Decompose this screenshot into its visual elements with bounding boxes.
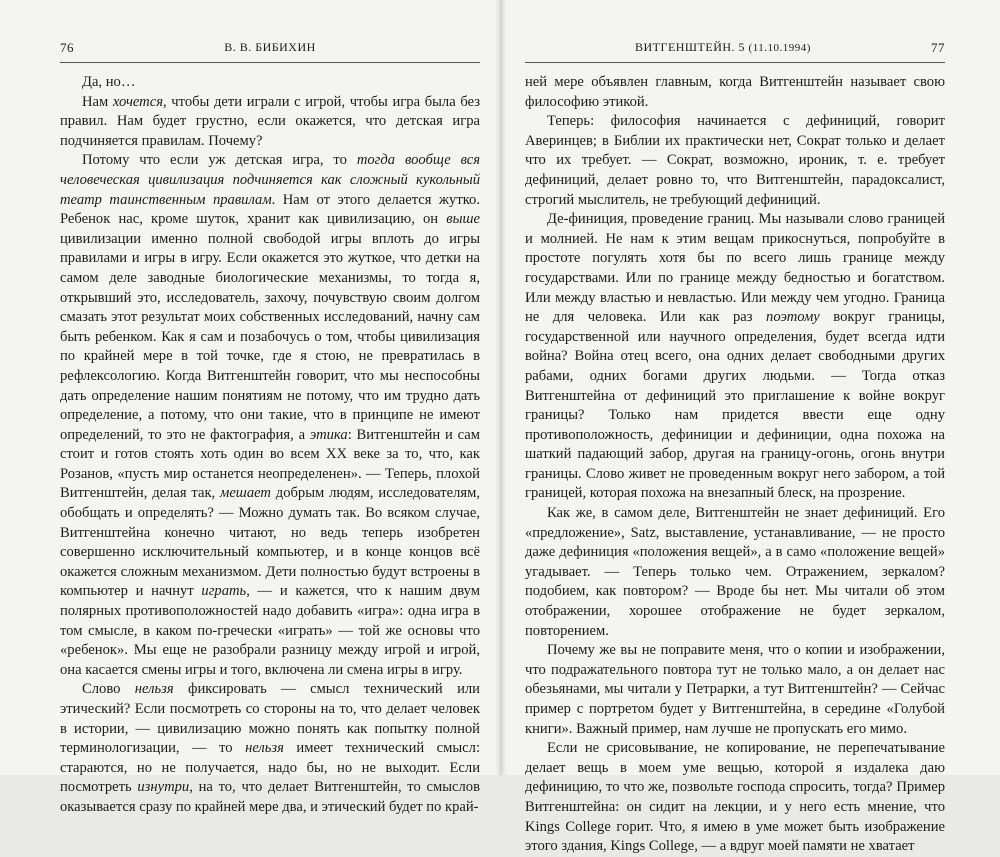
right-page-header [525,34,945,63]
right-running-head-date: (11.10.1994) [748,42,811,54]
paragraph [525,641,945,739]
right-running-head [635,40,945,55]
paragraph [60,151,480,680]
emphasis-text: играть [201,583,247,600]
text-run: фиксировать — смысл технический или этический? Если посмотреть со стороны на то, что делает человек в истории, — цивилизацию можно понять как попытку полной терминологизации, — то [60,681,480,757]
text-run: добрым людям, исследователям, обобщать и определять? — Можно думать так. Во всяком случае, Витгенштейна конечно читают, но ведь теперь изобретен совершенно исключительный компьютер, и в конце концов всё окажется сложным механизмом. Дети полностью будут встроены в компьютер и начнут [60,485,480,600]
text-run: Теперь: философия начинается с дефиниций, говорит Аверинцев; в Библии их практически нет, Сократ только и делает что их требует. — Сократ, возможно, ироник, т. е. требует дефиниций, делает ровно то, что Витгенштейн, парадоксалист, строгий мыслитель, не требующий дефиниций. [525,113,945,208]
emphasis-text: хочется [112,93,163,110]
right-page [525,0,945,855]
text-run: Де-финиция, проведение границ. Мы называли слово границей и молнией. Не нам к этим вещам прикоснуться, попробуйте в простоте погулять хотя бы по всего лишь границе между государствами. Или по границе между бедностью и богатством. Или между властью и невластью. Или между чем угодно. Граница не для человека. Или как раз [525,211,945,326]
emphasis-text: изнутри [137,779,190,796]
left-running-head: В. В. БИБИХИН [224,40,316,54]
text-run: цивилизации именно полной свободой игры вплоть до игры правилами и игры в игру. Если окажется это жуткое, что детки на самом деле заводные биологические механизмы, то тогда я, открывший это, исследователь, захочу, почувствую своим долгом смазать этот результат моих собственных исследований, начну сам быть ребенком. Как я сам и позабочусь о том, чтобы цивилизация по крайней мере в той точке, где я стою, не превратилась в рефлексологию. Когда Витгенштейн говорит, что мы неспособны дать определение нашим понятиям не потому, что им трудно дать определение, а потому, что они такие, что в принципе не имеют определений, то это не фактография, а [60,230,480,443]
text-run: : Витгенштейн и сам стоит и готов стоять хоть один во всем XX веке за то, что, как Розанов, «пусть мир останется неопределенен». — Теперь, плохой Витгенштейн, делая так, [60,426,480,502]
text-run: , на то, что делает Витгенштейн, то смыслов оказывается сразу по крайней мере два, и этический будет по край- [60,779,480,815]
paragraph [60,73,480,93]
paragraph [60,680,480,817]
text-run: . Нам от этого делается жутко. Ребенок нас, кроме шуток, хранит как цивилизацию, он [60,191,480,228]
text-run: Потому что если уж детская игра, то [82,152,357,169]
text-run: , — и кажется, что к нашим двум полярных противоположностей надо добавить «игра»: одна игра в том смысле, в каком по-гречески «играть» — той же основы что «ребенок». Мы еще не разобрали разницу между игрой и игрой, она касается смены игры и того, включена ли смена игры в игру. [60,583,480,678]
text-run: Если не срисовывание, не копирование, не перепечатывание делает вещь в моем уме вещью, которой я издалека даю дефиницию, то что же, позвольте господа спросить, тогда? Пример Витгенштейна: он сидит на лекции, и у него есть мнение, что Kings College горит. Что, я имею в уме может быть изображение этого здания, Kings College, — а вдруг моей памяти не хватает [525,740,945,855]
text-run: , чтобы дети играли с игрой, чтобы игра была без правил. Нам будет грустно, если окажется, что детская игра подчиняется правилам. Почему? [60,93,480,149]
paragraph [525,210,945,504]
left-page-number: 76 [60,40,74,55]
book-gutter [496,0,506,775]
emphasis-text: нельзя [134,681,174,698]
emphasis-text: нельзя [245,740,284,757]
left-page-text [60,73,480,818]
emphasis-text: выше [446,211,480,228]
right-page-text [525,73,945,857]
paragraph [525,739,945,857]
paragraph [525,504,945,641]
emphasis-text: тогда вообще вся человеческая цивилизация подчиняется как сложный кукольный театр таинственным правилам [60,152,480,208]
paragraph [525,112,945,210]
paragraph [525,73,945,112]
emphasis-text: мешает [220,485,271,502]
text-run: вокруг границы, государственной или научного определения, будет всегда идти война? Война отец всего, она одних делает свободными других рабами, одних богами других людьми. — Тогда отказ Витгенштейна от дефиниций это приглашение к войне вокруг границы? Только нам придется ввести еще одну противоположность, дефиниции и дефиниции, одна похожа на шаткий падающий забор, другая на границу-огонь, огонь внутри границы. Слово живет не проведенным вокруг него забором, а той границей, которая похожа на внезапный блеск, на прозрение. [525,309,945,502]
text-run: Да, но… [82,74,136,90]
emphasis-text: этика [309,426,348,443]
text-run: Слово [82,681,135,698]
emphasis-text: поэтому [766,309,820,326]
text-run: ней мере объявлен главным, когда Витгенштейн называет свою философию этикой. [525,74,945,110]
left-page [60,0,480,815]
text-run: Нам [82,93,113,110]
right-page-number: 77 [931,40,945,55]
right-running-head-title: ВИТГЕНШТЕЙН. 5 [635,40,746,54]
text-run: Как же, в самом деле, Витгенштейн не знает дефиниций. Его «предложение», Satz, выставление, устанавливание, — не просто даже дефиниция «положения вещей», а в само «положение вещей» угадывает. — Теперь только чем. Отражением, зеркалом? подобием, как повтором? — Вроде бы нет. Мы читали об этом отображении, хорошее отображение не будет зеркалом, повторением. [525,505,945,639]
text-run: Почему же вы не поправите меня, что о копии и изображении, что подражательного повтора тут не только мало, а он делает нас обезьянами, мы читали у Петрарки, а тут Витгенштейн? — Сейчас пример с портретом будет у Витгенштейна, в середине «Голубой книги». Важный пример, нам лучше не пропускать его мимо. [525,642,945,737]
text-run: имеет технический смысл: стараются, но не получается, надо бы, но не выходит. Если посмотреть [60,740,480,796]
left-page-header [60,34,480,63]
paragraph [60,93,480,152]
